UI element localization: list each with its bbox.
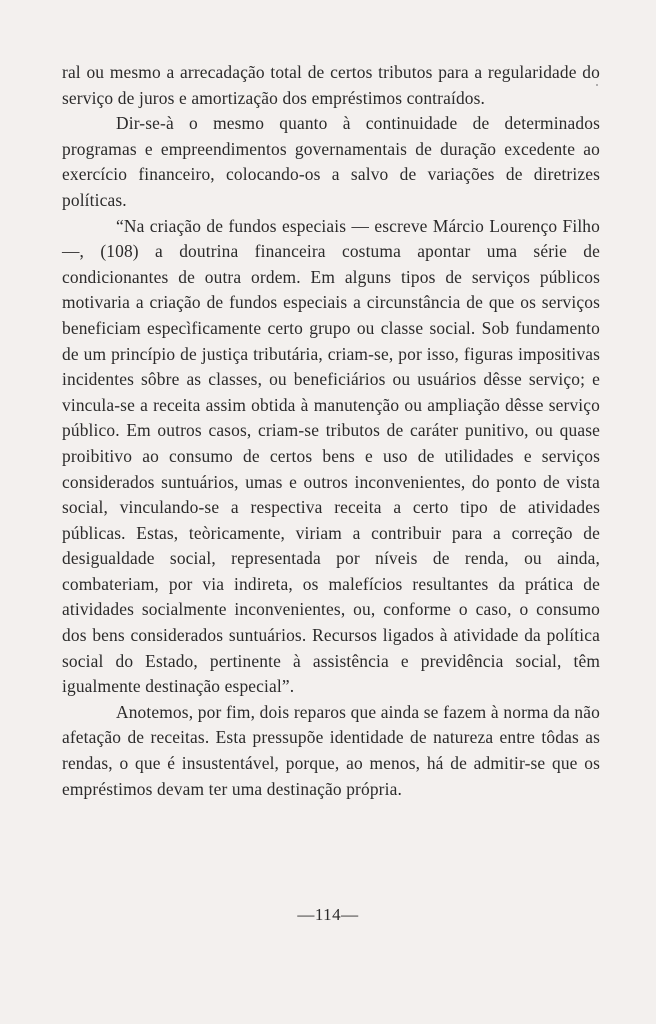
paragraph-final-remarks: Anotemos, por fim, dois reparos que ainda se fazem à norma da não afetação de receitas. Esta pressupõe identidade de natureza entre tôdas as rendas, o que é insustentável, porque, ao menos, há de admitir-se que os empréstimos devam ter uma destinação própria.	[62, 701, 600, 799]
paragraph-continuation: ral ou mesmo a arrecadação total de certos tributos para a regularidade do serviço de juros e amortização dos empréstimos contraídos.	[62, 62, 600, 108]
paragraph-quotation-special-funds: “Na criação de fundos especiais — escreve Márcio Lourenço Filho —, (108) a doutrina financeira costuma apontar uma série de condicionantes de outra ordem. Em alguns tipos de serviços públicos motivaria a criação de fundos especiais a circunstância de que os serviços beneficiam especìficamente certo grupo ou classe social. Sob fundamento de um princípio de justiça tributária, criam-se, por isso, figuras impositivas incidentes sôbre as classes, ou beneficiários ou usuários dêsse serviço; e vincula-se a receita assim obtida à manutenção ou ampliação dêsse serviço público. Em outros casos, criam-se tributos de caráter punitivo, ou quase proibitivo ao consumo de certos bens e uso de utilidades e serviços considerados suntuários, umas e outros inconvenientes, do ponto de vista social, vinculando-se a respectiva receita a certo tipo de atividades públicas. Estas, teòricamente, viriam a contribuir para a correção de desigualdade social, representada por níveis de renda, ou ainda, combateriam, por via indireta, os malefícios resultantes da prática de atividades socialmente inconvenientes, ou, conforme o caso, o consumo dos bens considerados suntuários. Recursos ligados à atividade da política social do Estado, pertinente à assistência e previdência social, têm igualmente destinação especial”.	[62, 215, 600, 697]
page-number: —114—	[297, 905, 359, 924]
paragraph-continuity-programs: Dir-se-à o mesmo quanto à continuidade de determinados programas e empreendimentos governamentais de duração excedente ao exercício financeiro, colocando-os a salvo de variações de diretrizes políticas.	[62, 113, 600, 210]
page-body	[62, 60, 600, 802]
